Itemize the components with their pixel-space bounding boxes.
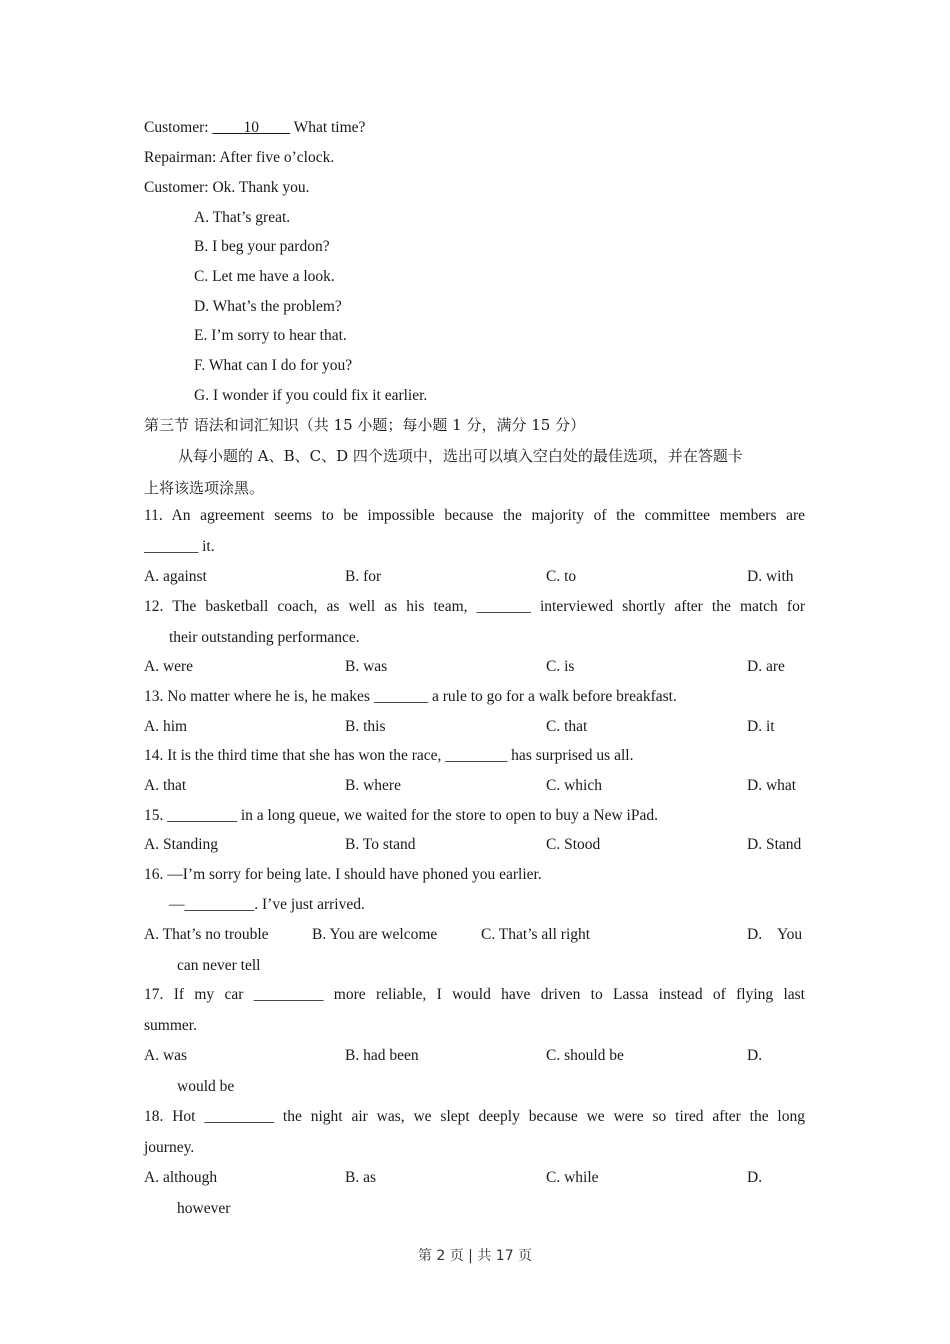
option-a: A. was [144,1047,188,1064]
dialogue-option-e: E. I’m sorry to hear that. [194,327,347,344]
dialogue-option-f: F. What can I do for you? [194,357,353,374]
question-stem: 13. No matter where he is, he makes _______ a rule to go for a walk before breakfast. [144,688,677,705]
option-c: C. is [546,658,575,675]
option-c: C. to [546,568,577,585]
section-instruction-line1: 从每小题的 A、B、C、D 四个选项中，选出可以填入空白处的最佳选项，并在答题卡 [178,447,743,465]
option-d: D. with [747,568,794,585]
question-stem: 16. —I’m sorry for being late. I should have phoned you earlier. [144,866,542,883]
option-b: B. had been [345,1047,419,1064]
option-b: B. for [345,568,382,585]
dialogue-line-repairman: Repairman: After five o’clock. [144,149,335,166]
section-instruction-line2: 上将该选项涂黑。 [144,479,265,497]
option-a: A. against [144,568,207,585]
question-stem: 18. Hot _________ the night air was, we slept deeply because we were so tired after the long [144,1108,805,1125]
dialogue-text: What time? [289,119,366,136]
option-d-cont: can never tell [177,957,261,974]
option-b: B. this [345,718,386,735]
option-a: A. were [144,658,194,675]
dialogue-option-d: D. What’s the problem? [194,298,342,315]
option-b: B. You are welcome [312,926,438,943]
option-b: B. was [345,658,388,675]
option-c: C. should be [546,1047,624,1064]
dialogue-option-b: B. I beg your pardon? [194,238,330,255]
option-c: C. That’s all right [481,926,591,943]
answer-blank-10: ____10____ [212,119,290,136]
question-stem-cont: journey. [144,1139,195,1156]
option-d: D. are [747,658,785,675]
option-a: A. although [144,1169,218,1186]
option-d: D. Stand [747,836,802,853]
option-a: A. That’s no trouble [144,926,269,943]
option-d: D. it [747,718,775,735]
option-c: C. Stood [546,836,601,853]
question-stem-cont: _______ it. [144,538,215,555]
page-footer: 第 2 页 | 共 17 页 [417,1248,533,1264]
question-response: —_________. I’ve just arrived. [169,896,365,913]
option-c: C. that [546,718,588,735]
question-stem: 15. _________ in a long queue, we waited for the store to open to buy a New iPad. [144,807,658,824]
option-b: B. To stand [345,836,416,853]
question-stem-cont: summer. [144,1017,197,1034]
question-stem: 11. An agreement seems to be impossible because the majority of the committee members are [144,507,805,524]
dialogue-option-c: C. Let me have a look. [194,268,335,285]
option-c: C. which [546,777,602,794]
option-b: B. as [345,1169,376,1186]
speaker-label: Customer: [144,119,213,136]
option-d-cont: would be [177,1078,235,1095]
option-b: B. where [345,777,401,794]
section-heading: 第三节 语法和词汇知识（共 15 小题；每小题 1 分，满分 15 分） [144,416,586,434]
question-stem: 12. The basketball coach, as well as his team, _______ interviewed shortly after the match for [144,598,805,615]
option-a: A. Standing [144,836,219,853]
option-d: D. [747,1047,763,1064]
dialogue-option-a: A. That’s great. [194,209,291,226]
dialogue-line-customer-1 [144,118,365,138]
dialogue-line-customer-2: Customer: Ok. Thank you. [144,179,310,196]
dialogue-option-g: G. I wonder if you could fix it earlier. [194,387,428,404]
option-a: A. him [144,718,188,735]
option-d: D. what [747,777,797,794]
option-a: A. that [144,777,187,794]
option-d: D. You [747,926,803,943]
option-c: C. while [546,1169,599,1186]
question-stem: 14. It is the third time that she has won the race, ________ has surprised us all. [144,747,634,764]
question-stem: 17. If my car _________ more reliable, I would have driven to Lassa instead of flying last [144,986,805,1003]
question-stem-cont: their outstanding performance. [169,629,360,646]
option-d: D. [747,1169,763,1186]
option-d-cont: however [177,1200,231,1217]
